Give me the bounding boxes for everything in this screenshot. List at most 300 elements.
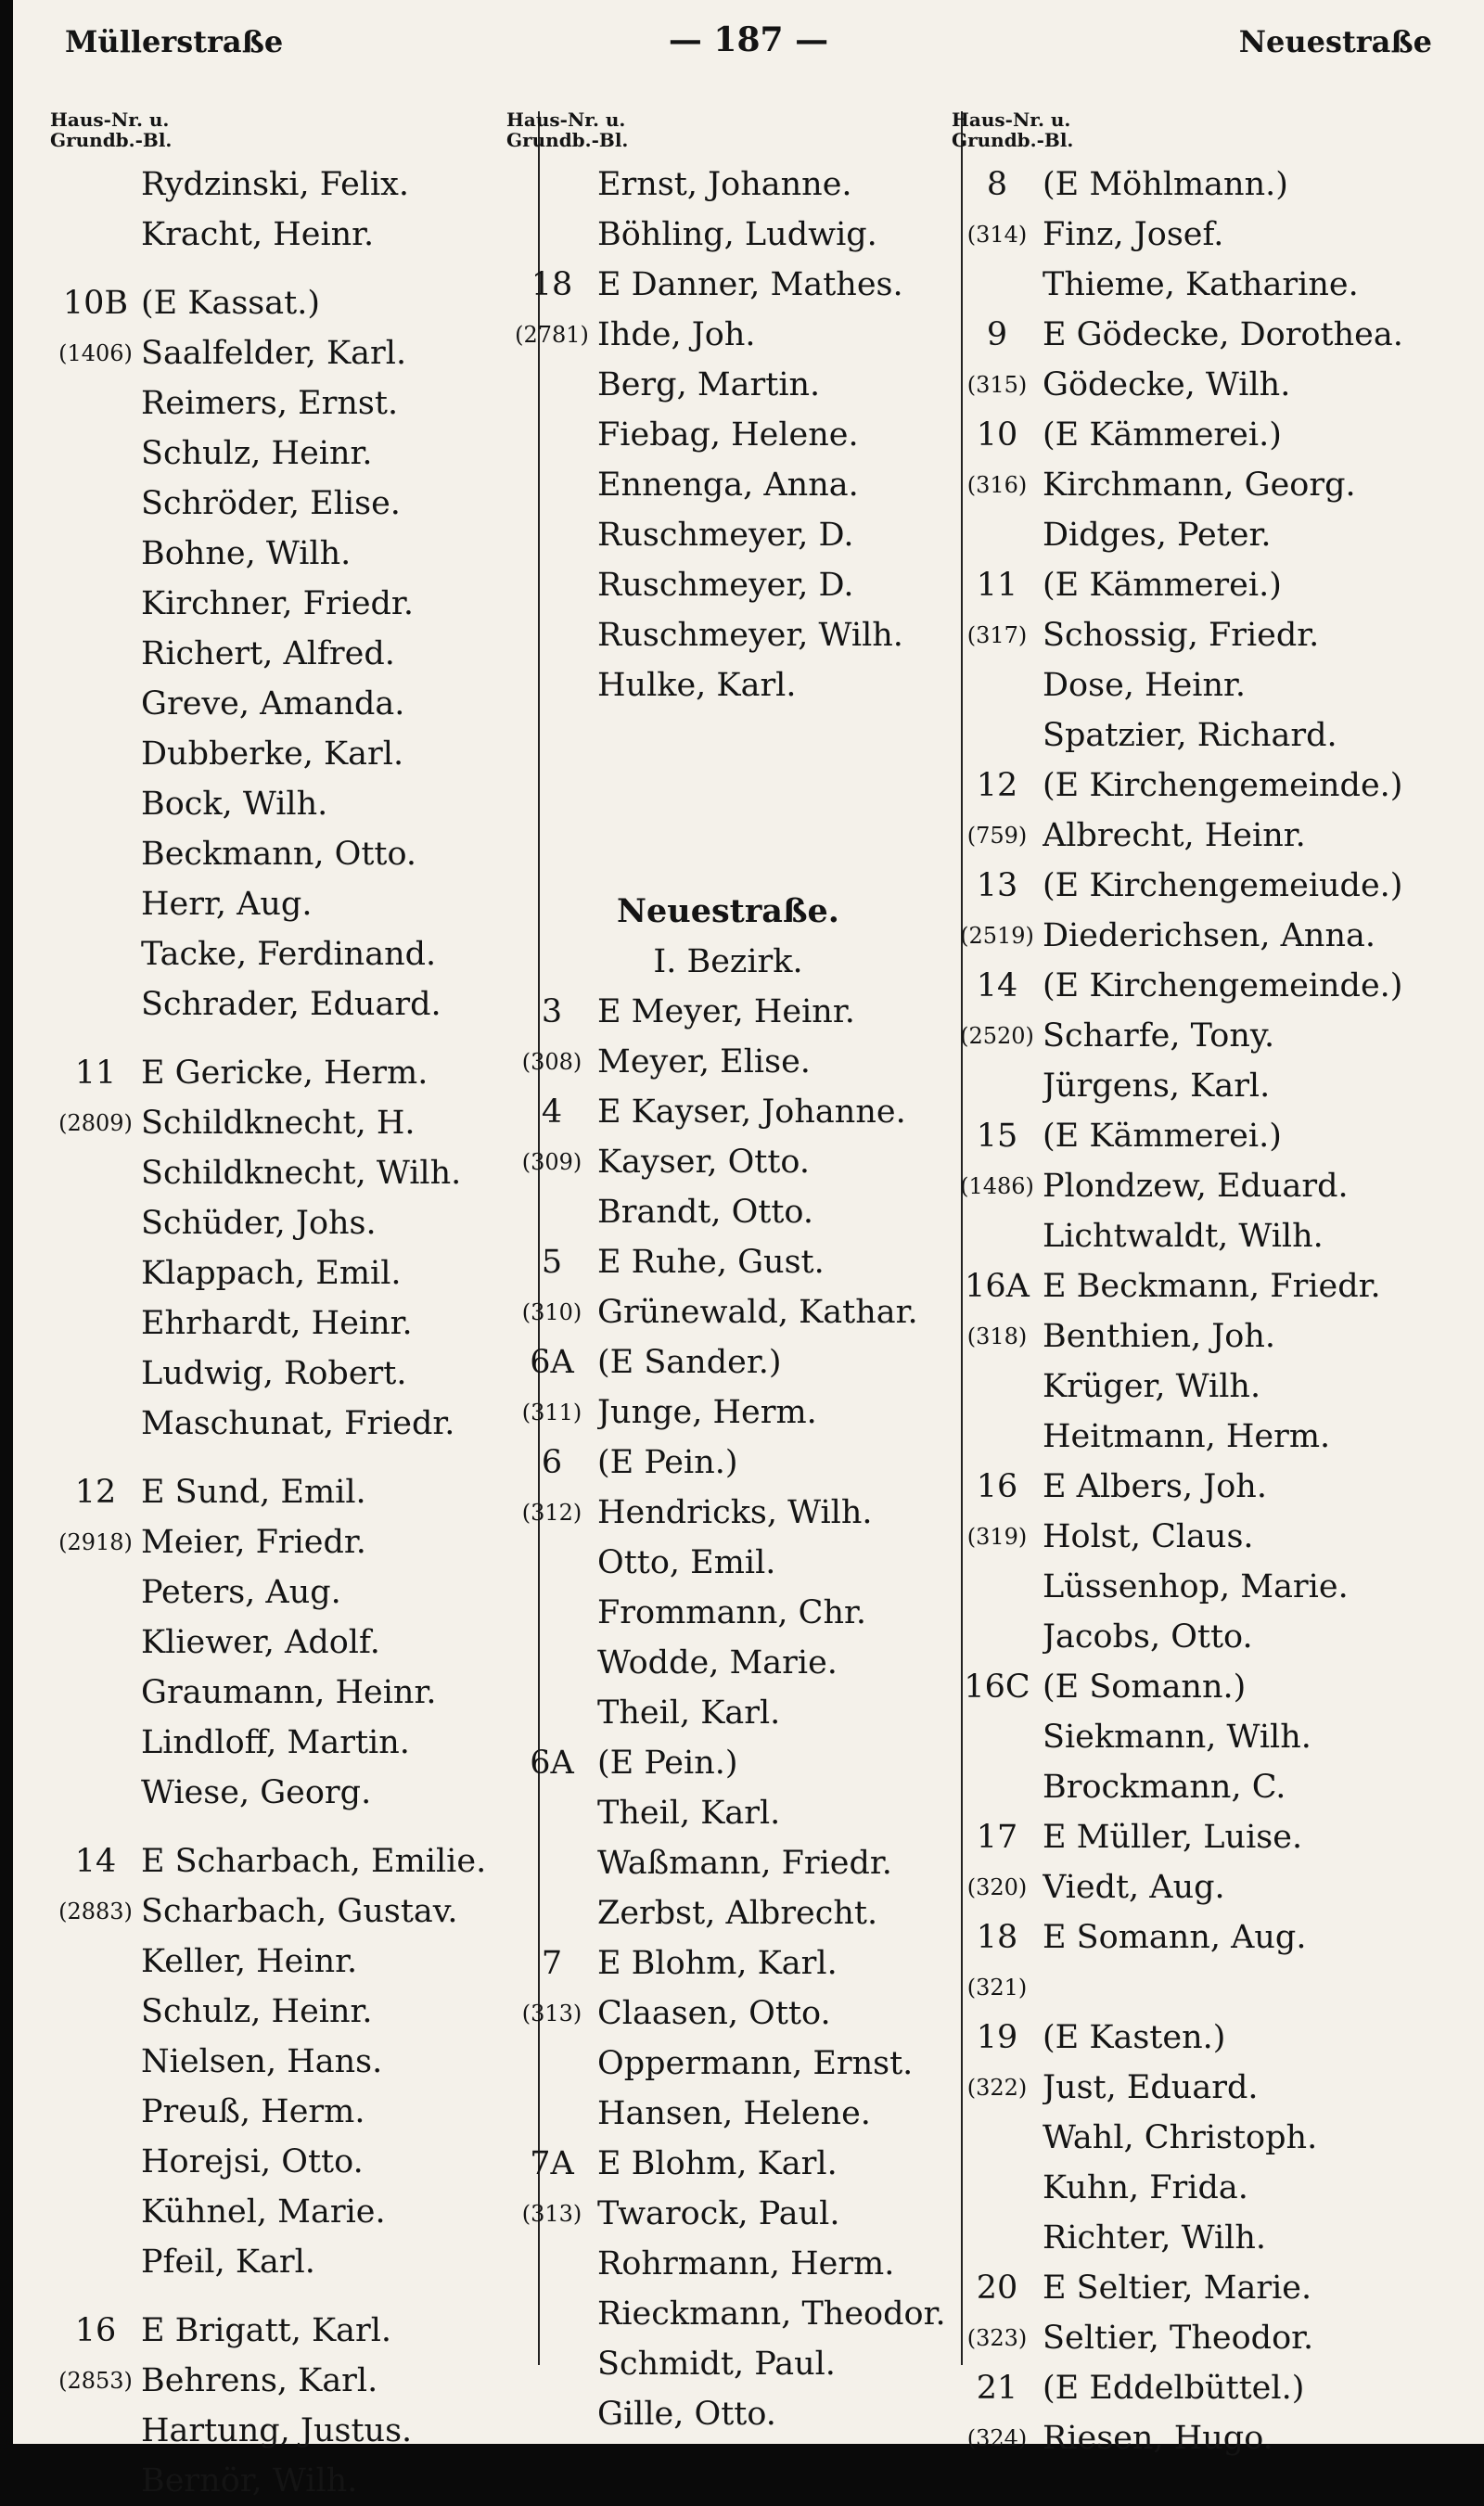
house-number bbox=[506, 2089, 597, 2139]
resident-name: Herr, Aug. bbox=[141, 886, 313, 923]
house-number bbox=[50, 428, 141, 479]
resident-name: Horejsi, Otto. bbox=[141, 2143, 364, 2180]
house-number bbox=[50, 479, 141, 529]
house-number: 6A bbox=[530, 1344, 574, 1381]
resident-name: Viedt, Aug. bbox=[1043, 1869, 1225, 1906]
directory-entry bbox=[50, 479, 486, 529]
land-register-number: (310) bbox=[521, 1299, 582, 1325]
directory-entry bbox=[952, 2363, 1471, 2413]
house-number bbox=[506, 1838, 597, 1888]
house-number bbox=[50, 1248, 141, 1298]
directory-entry bbox=[952, 1261, 1471, 1311]
resident-name: Richert, Alfred. bbox=[141, 635, 395, 672]
directory-entry bbox=[50, 1937, 486, 1987]
house-number bbox=[50, 529, 141, 579]
house-number bbox=[50, 879, 141, 929]
house-number bbox=[50, 2406, 141, 2456]
resident-name: (E Pein.) bbox=[597, 1444, 738, 1481]
directory-entry bbox=[50, 679, 486, 729]
house-number bbox=[952, 2213, 1043, 2263]
land-register-number: (2781) bbox=[515, 322, 589, 348]
resident-name: Theil, Karl. bbox=[597, 1795, 781, 1832]
house-number bbox=[50, 679, 141, 729]
land-register-number: (319) bbox=[966, 1524, 1028, 1550]
resident-name: Gödecke, Wilh. bbox=[1043, 366, 1291, 403]
land-register-number: (323) bbox=[966, 2325, 1028, 2351]
directory-entry bbox=[952, 1111, 1471, 1161]
spacer bbox=[50, 1818, 486, 1836]
land-register-number: (2918) bbox=[58, 1529, 133, 1555]
resident-name: Oppermann, Ernst. bbox=[597, 2045, 914, 2082]
directory-entry bbox=[50, 2237, 486, 2287]
land-register-number: (324) bbox=[966, 2425, 1028, 2451]
house-number bbox=[506, 1688, 597, 1738]
house-number bbox=[952, 2163, 1043, 2213]
directory-entry bbox=[506, 1237, 950, 1287]
column-header-line: Grundb.-Bl. bbox=[50, 129, 173, 151]
resident-name: Heitmann, Herm. bbox=[1043, 1418, 1331, 1455]
house-number: 8 bbox=[986, 166, 1008, 203]
house-number bbox=[506, 360, 597, 410]
resident-name: (E Kämmerei.) bbox=[1043, 1118, 1282, 1155]
house-number bbox=[506, 660, 597, 710]
resident-name: Keller, Heinr. bbox=[141, 1943, 358, 1980]
directory-entry bbox=[952, 1712, 1471, 1762]
house-number bbox=[952, 1211, 1043, 1261]
resident-name: Frommann, Chr. bbox=[597, 1594, 866, 1631]
resident-name: Ruschmeyer, Wilh. bbox=[597, 617, 903, 654]
house-number bbox=[50, 1567, 141, 1617]
directory-entry bbox=[952, 1812, 1471, 1862]
directory-entry bbox=[506, 2189, 950, 2239]
house-number: 5 bbox=[541, 1244, 563, 1281]
directory-entry bbox=[50, 328, 486, 378]
spacer bbox=[506, 710, 950, 887]
directory-entry bbox=[50, 1617, 486, 1668]
column-1 bbox=[50, 109, 486, 2500]
house-number: 16A bbox=[965, 1268, 1030, 1305]
resident-name: (E Kirchengemeinde.) bbox=[1043, 767, 1403, 804]
house-number: 10B bbox=[62, 285, 129, 322]
directory-entry bbox=[50, 1399, 486, 1449]
directory-entry bbox=[50, 2356, 486, 2406]
resident-name: Schrader, Eduard. bbox=[141, 986, 441, 1023]
resident-name: Krüger, Wilh. bbox=[1043, 1368, 1261, 1405]
resident-name: Preuß, Herm. bbox=[141, 2093, 365, 2130]
resident-name: Schulz, Heinr. bbox=[141, 435, 373, 472]
resident-name: Jacobs, Otto. bbox=[1043, 1618, 1253, 1656]
directory-entry bbox=[506, 1638, 950, 1688]
column-header-line: Haus-Nr. u. bbox=[50, 109, 170, 131]
directory-entry bbox=[506, 610, 950, 660]
directory-entry bbox=[50, 1048, 486, 1098]
house-number bbox=[50, 2087, 141, 2137]
house-number bbox=[50, 729, 141, 779]
directory-entry bbox=[506, 1888, 950, 1938]
house-number bbox=[952, 1362, 1043, 1412]
resident-name: Richter, Wilh. bbox=[1043, 2219, 1267, 2257]
directory-entry bbox=[952, 1912, 1471, 1963]
directory-entry bbox=[506, 1137, 950, 1187]
directory-entry bbox=[506, 1287, 950, 1337]
house-number bbox=[506, 1538, 597, 1588]
house-number bbox=[50, 1768, 141, 1818]
land-register-number: (308) bbox=[521, 1049, 582, 1075]
land-register-number: (1486) bbox=[960, 1173, 1034, 1199]
resident-name: (E Kassat.) bbox=[141, 285, 320, 322]
house-number: 19 bbox=[976, 2019, 1018, 2056]
directory-entry bbox=[506, 310, 950, 360]
resident-name: Rydzinski, Felix. bbox=[141, 166, 410, 203]
resident-name: E Blohm, Karl. bbox=[597, 2145, 838, 2182]
house-number bbox=[952, 1712, 1043, 1762]
header-right-street: Neuestraße bbox=[1238, 24, 1432, 59]
directory-entry bbox=[50, 2137, 486, 2187]
directory-entry bbox=[506, 987, 950, 1037]
house-number bbox=[952, 510, 1043, 560]
resident-name: Nielsen, Hans. bbox=[141, 2043, 383, 2080]
spacer bbox=[50, 260, 486, 278]
directory-entry bbox=[952, 360, 1471, 410]
house-number bbox=[506, 510, 597, 560]
directory-entry bbox=[506, 2389, 950, 2439]
directory-entry bbox=[50, 1098, 486, 1148]
house-number bbox=[506, 210, 597, 260]
resident-name: Spatzier, Richard. bbox=[1043, 717, 1337, 754]
directory-entry bbox=[506, 1988, 950, 2039]
directory-entry bbox=[952, 1562, 1471, 1612]
house-number: 6 bbox=[541, 1444, 563, 1481]
resident-name: Berg, Martin. bbox=[597, 366, 821, 403]
resident-name: E Albers, Joh. bbox=[1043, 1468, 1267, 1505]
directory-entry bbox=[506, 1037, 950, 1087]
directory-entry bbox=[50, 1567, 486, 1617]
resident-name: Greve, Amanda. bbox=[141, 685, 405, 722]
directory-entry bbox=[952, 1612, 1471, 1662]
house-number bbox=[506, 560, 597, 610]
house-number: 4 bbox=[541, 1093, 563, 1131]
resident-name: (E Kirchengemeinde.) bbox=[1043, 967, 1403, 1004]
house-number bbox=[952, 1762, 1043, 1812]
directory-entry bbox=[50, 210, 486, 260]
resident-name: Plondzew, Eduard. bbox=[1043, 1168, 1349, 1205]
house-number bbox=[50, 1349, 141, 1399]
house-number bbox=[952, 660, 1043, 710]
house-number bbox=[50, 929, 141, 979]
land-register-number: (317) bbox=[966, 622, 1028, 648]
resident-name: (E Kasten.) bbox=[1043, 2019, 1226, 2056]
directory-entry bbox=[506, 1788, 950, 1838]
directory-entry bbox=[952, 310, 1471, 360]
resident-name: (E Möhlmann.) bbox=[1043, 166, 1288, 203]
directory-entry bbox=[506, 2089, 950, 2139]
house-number bbox=[952, 1612, 1043, 1662]
resident-name: Zerbst, Albrecht. bbox=[597, 1895, 878, 1932]
directory-entry bbox=[506, 2289, 950, 2339]
directory-entry bbox=[952, 260, 1471, 310]
directory-entry bbox=[50, 829, 486, 879]
directory-page bbox=[13, 0, 1484, 2500]
directory-entry bbox=[50, 1349, 486, 1399]
land-register-number: (313) bbox=[521, 2001, 582, 2027]
resident-name: Fiebag, Helene. bbox=[597, 416, 859, 454]
resident-name: Böhling, Ludwig. bbox=[597, 216, 877, 253]
directory-entry bbox=[952, 1862, 1471, 1912]
resident-name: Hendricks, Wilh. bbox=[597, 1494, 873, 1531]
resident-name: Schildknecht, Wilh. bbox=[141, 1155, 462, 1192]
directory-entry bbox=[952, 1462, 1471, 1512]
house-number bbox=[952, 2113, 1043, 2163]
directory-entry bbox=[952, 1512, 1471, 1562]
directory-entry bbox=[506, 2339, 950, 2389]
directory-entry bbox=[952, 710, 1471, 761]
resident-name: Schröder, Elise. bbox=[141, 485, 401, 522]
directory-entry bbox=[506, 2239, 950, 2289]
resident-name: Waßmann, Friedr. bbox=[597, 1845, 892, 1882]
resident-name: Kirchmann, Georg. bbox=[1043, 467, 1356, 504]
house-number: 20 bbox=[976, 2269, 1018, 2307]
directory-entry bbox=[952, 1161, 1471, 1211]
directory-entry bbox=[50, 278, 486, 328]
house-number bbox=[50, 1399, 141, 1449]
house-number bbox=[506, 1638, 597, 1688]
directory-entry bbox=[952, 2063, 1471, 2113]
resident-name: Bernör, Wilh. bbox=[141, 2462, 358, 2500]
directory-entry bbox=[952, 210, 1471, 260]
land-register-number: (314) bbox=[966, 222, 1028, 248]
resident-name: Ruschmeyer, D. bbox=[597, 517, 854, 554]
resident-name: (E Kämmerei.) bbox=[1043, 416, 1282, 454]
resident-name: Grünewald, Kathar. bbox=[597, 1294, 918, 1331]
resident-name: Ernst, Johanne. bbox=[597, 166, 852, 203]
house-number bbox=[506, 2239, 597, 2289]
house-number bbox=[952, 1562, 1043, 1612]
land-register-number: (1406) bbox=[58, 340, 133, 366]
resident-name: E Brigatt, Karl. bbox=[141, 2312, 392, 2349]
resident-name: Otto, Emil. bbox=[597, 1544, 776, 1581]
directory-entry bbox=[952, 2213, 1471, 2263]
resident-name: Schildknecht, H. bbox=[141, 1105, 416, 1142]
resident-name: Rohrmann, Herm. bbox=[597, 2245, 895, 2282]
land-register-number: (313) bbox=[521, 2201, 582, 2227]
directory-entry bbox=[952, 2413, 1471, 2463]
resident-name: Jürgens, Karl. bbox=[1043, 1068, 1271, 1105]
land-register-number: (321) bbox=[966, 1975, 1028, 2001]
directory-entry bbox=[50, 1836, 486, 1886]
house-number bbox=[506, 160, 597, 210]
house-number bbox=[506, 1187, 597, 1237]
column-header bbox=[952, 109, 1471, 158]
house-number bbox=[952, 1412, 1043, 1462]
directory-entry bbox=[506, 1538, 950, 1588]
directory-entry bbox=[50, 1148, 486, 1198]
directory-entry bbox=[50, 1718, 486, 1768]
house-number bbox=[50, 1718, 141, 1768]
resident-name: (E Eddelbüttel.) bbox=[1043, 2370, 1305, 2407]
spacer bbox=[50, 1449, 486, 1467]
house-number bbox=[506, 2389, 597, 2439]
house-number: 12 bbox=[976, 767, 1018, 804]
house-number bbox=[50, 1617, 141, 1668]
resident-name: E Meyer, Heinr. bbox=[597, 993, 855, 1030]
resident-name: Bock, Wilh. bbox=[141, 786, 328, 823]
house-number bbox=[50, 1148, 141, 1198]
directory-entry bbox=[506, 1738, 950, 1788]
page-number: — 187 — bbox=[668, 20, 829, 59]
resident-name: E Gödecke, Dorothea. bbox=[1043, 316, 1403, 353]
directory-entry bbox=[952, 660, 1471, 710]
resident-name: E Beckmann, Friedr. bbox=[1043, 1268, 1381, 1305]
resident-name: Seltier, Theodor. bbox=[1043, 2320, 1314, 2357]
house-number bbox=[50, 2187, 141, 2237]
directory-entry bbox=[50, 1298, 486, 1349]
land-register-number: (320) bbox=[966, 1874, 1028, 1900]
directory-entry bbox=[952, 2313, 1471, 2363]
directory-entry bbox=[50, 2406, 486, 2456]
resident-name: Ruschmeyer, D. bbox=[597, 567, 854, 604]
directory-entry bbox=[506, 1488, 950, 1538]
house-number bbox=[952, 260, 1043, 310]
directory-entry bbox=[506, 1938, 950, 1988]
resident-name: (E Pein.) bbox=[597, 1745, 738, 1782]
house-number bbox=[50, 1987, 141, 2037]
resident-name: Claasen, Otto. bbox=[597, 1995, 831, 2032]
house-number: 18 bbox=[976, 1919, 1018, 1956]
directory-entry bbox=[952, 1662, 1471, 1712]
resident-name: E Somann, Aug. bbox=[1043, 1919, 1307, 1956]
resident-name: Riesen, Hugo. bbox=[1043, 2420, 1273, 2457]
resident-name: Dubberke, Karl. bbox=[141, 735, 404, 773]
house-number bbox=[50, 579, 141, 629]
house-number bbox=[50, 829, 141, 879]
column-2 bbox=[506, 109, 950, 2433]
house-number bbox=[50, 2456, 141, 2506]
directory-entry bbox=[50, 579, 486, 629]
resident-name: Twarock, Paul. bbox=[597, 2195, 840, 2232]
resident-name: Hansen, Helene. bbox=[597, 2095, 871, 2132]
house-number bbox=[506, 2039, 597, 2089]
house-number: 21 bbox=[976, 2370, 1018, 2407]
spacer bbox=[50, 2287, 486, 2306]
house-number bbox=[50, 2237, 141, 2287]
directory-entry bbox=[50, 779, 486, 829]
directory-entry bbox=[50, 1768, 486, 1818]
directory-entry bbox=[50, 1467, 486, 1517]
house-number bbox=[506, 1788, 597, 1838]
header-left-street: Müllerstraße bbox=[65, 24, 284, 59]
resident-name: Thieme, Katharine. bbox=[1043, 266, 1359, 303]
directory-entry bbox=[952, 2163, 1471, 2213]
resident-name: (E Kämmerei.) bbox=[1043, 567, 1282, 604]
resident-name: Brockmann, C. bbox=[1043, 1769, 1286, 1806]
resident-name: Schossig, Friedr. bbox=[1043, 617, 1320, 654]
directory-entry bbox=[952, 610, 1471, 660]
directory-entry bbox=[952, 961, 1471, 1011]
house-number bbox=[506, 460, 597, 510]
house-number bbox=[50, 629, 141, 679]
house-number: 7A bbox=[530, 2145, 574, 2182]
directory-entry bbox=[952, 1412, 1471, 1462]
directory-entry bbox=[952, 1211, 1471, 1261]
directory-entry bbox=[506, 1688, 950, 1738]
resident-name: Brandt, Otto. bbox=[597, 1194, 813, 1231]
resident-name: (E Kirchengemeiude.) bbox=[1043, 867, 1403, 904]
house-number bbox=[50, 1198, 141, 1248]
house-number bbox=[506, 1888, 597, 1938]
directory-entry bbox=[50, 2037, 486, 2087]
directory-entry bbox=[50, 2306, 486, 2356]
resident-name: Scharfe, Tony. bbox=[1043, 1017, 1275, 1055]
resident-name: E Scharbach, Emilie. bbox=[141, 1843, 486, 1880]
land-register-number: (2519) bbox=[960, 923, 1034, 949]
land-register-number: (322) bbox=[966, 2075, 1028, 2101]
directory-entry bbox=[50, 1517, 486, 1567]
directory-entry bbox=[50, 929, 486, 979]
directory-entry bbox=[506, 2139, 950, 2189]
column-header bbox=[506, 109, 950, 158]
resident-name: Behrens, Karl. bbox=[141, 2362, 378, 2399]
land-register-number: (309) bbox=[521, 1149, 582, 1175]
resident-name: (E Somann.) bbox=[1043, 1669, 1247, 1706]
resident-name: Graumann, Heinr. bbox=[141, 1674, 437, 1711]
directory-entry bbox=[506, 1438, 950, 1488]
house-number bbox=[506, 2339, 597, 2389]
house-number bbox=[506, 1588, 597, 1638]
directory-entry bbox=[50, 729, 486, 779]
directory-entry bbox=[50, 629, 486, 679]
resident-name: Didges, Peter. bbox=[1043, 517, 1272, 554]
house-number: 18 bbox=[531, 266, 573, 303]
house-number: 10 bbox=[976, 416, 1018, 454]
resident-name: Maschunat, Friedr. bbox=[141, 1405, 455, 1442]
house-number bbox=[506, 410, 597, 460]
directory-entry bbox=[506, 2039, 950, 2089]
directory-entry bbox=[952, 1963, 1471, 2013]
directory-entry bbox=[952, 160, 1471, 210]
land-register-number: (2853) bbox=[58, 2368, 133, 2394]
house-number bbox=[50, 2037, 141, 2087]
resident-name: Wiese, Georg. bbox=[141, 1774, 372, 1811]
column-header-line: Grundb.-Bl. bbox=[506, 129, 629, 151]
directory-entry bbox=[952, 911, 1471, 961]
directory-entry bbox=[506, 1588, 950, 1638]
land-register-number: (318) bbox=[966, 1323, 1028, 1349]
resident-name: E Kayser, Johanne. bbox=[597, 1093, 906, 1131]
directory-entry bbox=[952, 1311, 1471, 1362]
house-number bbox=[50, 378, 141, 428]
directory-entry bbox=[506, 210, 950, 260]
directory-entry bbox=[50, 160, 486, 210]
directory-entry bbox=[952, 510, 1471, 560]
directory-entry bbox=[506, 1838, 950, 1888]
resident-name: (E Sander.) bbox=[597, 1344, 782, 1381]
resident-name: Kayser, Otto. bbox=[597, 1144, 811, 1181]
resident-name: Ennenga, Anna. bbox=[597, 467, 859, 504]
house-number: 6A bbox=[530, 1745, 574, 1782]
directory-entry bbox=[506, 1087, 950, 1137]
resident-name: Kuhn, Frida. bbox=[1043, 2169, 1248, 2206]
directory-entry bbox=[952, 2113, 1471, 2163]
directory-entry bbox=[952, 1061, 1471, 1111]
resident-name: Siekmann, Wilh. bbox=[1043, 1719, 1311, 1756]
house-number: 13 bbox=[976, 867, 1018, 904]
resident-name: E Ruhe, Gust. bbox=[597, 1244, 825, 1281]
house-number: 17 bbox=[976, 1819, 1018, 1856]
resident-name: Klappach, Emil. bbox=[141, 1255, 402, 1292]
resident-name: E Seltier, Marie. bbox=[1043, 2269, 1312, 2307]
house-number bbox=[50, 160, 141, 210]
resident-name: Ludwig, Robert. bbox=[141, 1355, 407, 1392]
